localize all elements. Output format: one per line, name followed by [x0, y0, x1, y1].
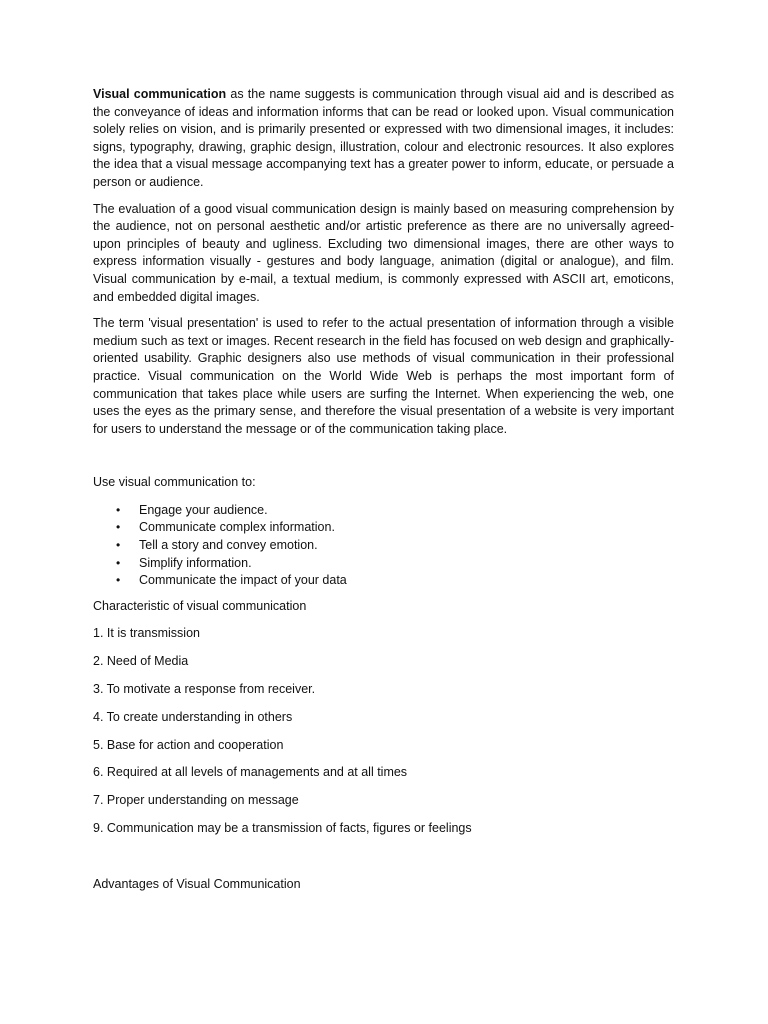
list-item	[93, 502, 674, 520]
uses-list	[93, 502, 674, 590]
list-item	[93, 537, 674, 555]
paragraph-intro	[93, 86, 674, 192]
bullet-icon: •	[116, 573, 121, 588]
characteristic-item: 4. To create understanding in others	[93, 709, 293, 724]
spacer	[93, 848, 674, 876]
list-item	[93, 572, 674, 590]
advantages-heading: Advantages of Visual Communication	[93, 876, 301, 891]
characteristic-item: 6. Required at all levels of managements and at all times	[93, 765, 408, 780]
bullet-icon: •	[116, 520, 121, 535]
characteristics-heading: Characteristic of visual communication	[93, 598, 307, 613]
uses-heading: Use visual communication to:	[93, 475, 256, 490]
characteristic-item: 3. To motivate a response from receiver.	[93, 682, 316, 696]
list-item-text: Communicate complex information.	[139, 520, 335, 535]
paragraph-intro-text: as the name suggests is communication through visual aid and is described as the conveyance of ideas and information informs that can be read or looked upon. Visual communication solely relies on vision, and is primarily presented or expressed with two dimensional images, it includes: signs, typography, drawing, graphic design, illustration, colour and electronic resources. It also explores the idea that a visual message accompanying text has a greater power to inform, educate, or persuade a person or audience.	[93, 87, 674, 189]
characteristic-item: 1. It is transmission	[93, 626, 200, 641]
list-item	[93, 555, 674, 573]
bullet-icon: •	[116, 502, 121, 517]
list-item-text: Communicate the impact of your data	[139, 573, 347, 588]
bullet-icon: •	[116, 538, 121, 553]
characteristic-item: 9. Communication may be a transmission of facts, figures or feelings	[93, 820, 472, 835]
characteristic-item: 7. Proper understanding on message	[93, 793, 299, 808]
spacer	[93, 447, 674, 474]
paragraph-visual-presentation: The term 'visual presentation' is used to refer to the actual presentation of information through a visible medium such as text or images. Recent research in the field has focused on web design and graphically-oriented usability. Graphic designers also use methods of visual communication in their professional practice. Visual communication on the World Wide Web is perhaps the most important form of communication that takes place while users are surfing the Internet. When experiencing the web, one uses the eyes as the primary sense, and therefore the visual presentation of a website is very important for users to understand the message or of the communication taking place.	[93, 316, 674, 436]
list-item-text: Tell a story and convey emotion.	[139, 538, 318, 553]
bullet-icon: •	[116, 555, 121, 570]
characteristic-item: 2. Need of Media	[93, 654, 189, 669]
list-item-text: Simplify information.	[139, 555, 252, 570]
paragraph-intro-bold-lead: Visual communication	[93, 87, 227, 101]
list-item	[93, 519, 674, 537]
characteristic-item: 5. Base for action and cooperation	[93, 737, 284, 752]
list-item-text: Engage your audience.	[139, 502, 268, 517]
document-page	[93, 86, 674, 903]
paragraph-evaluation: The evaluation of a good visual communication design is mainly based on measuring comprehension by the audience, not on personal aesthetic and/or artistic preference as there are no universally agreed-upon principles of beauty and ugliness. Excluding two dimensional images, there are other ways to express information visually - gestures and body language, animation (digital or analogue), and film. Visual communication by e-mail, a textual medium, is commonly expressed with ASCII art, emoticons, and embedded digital images.	[93, 201, 674, 304]
